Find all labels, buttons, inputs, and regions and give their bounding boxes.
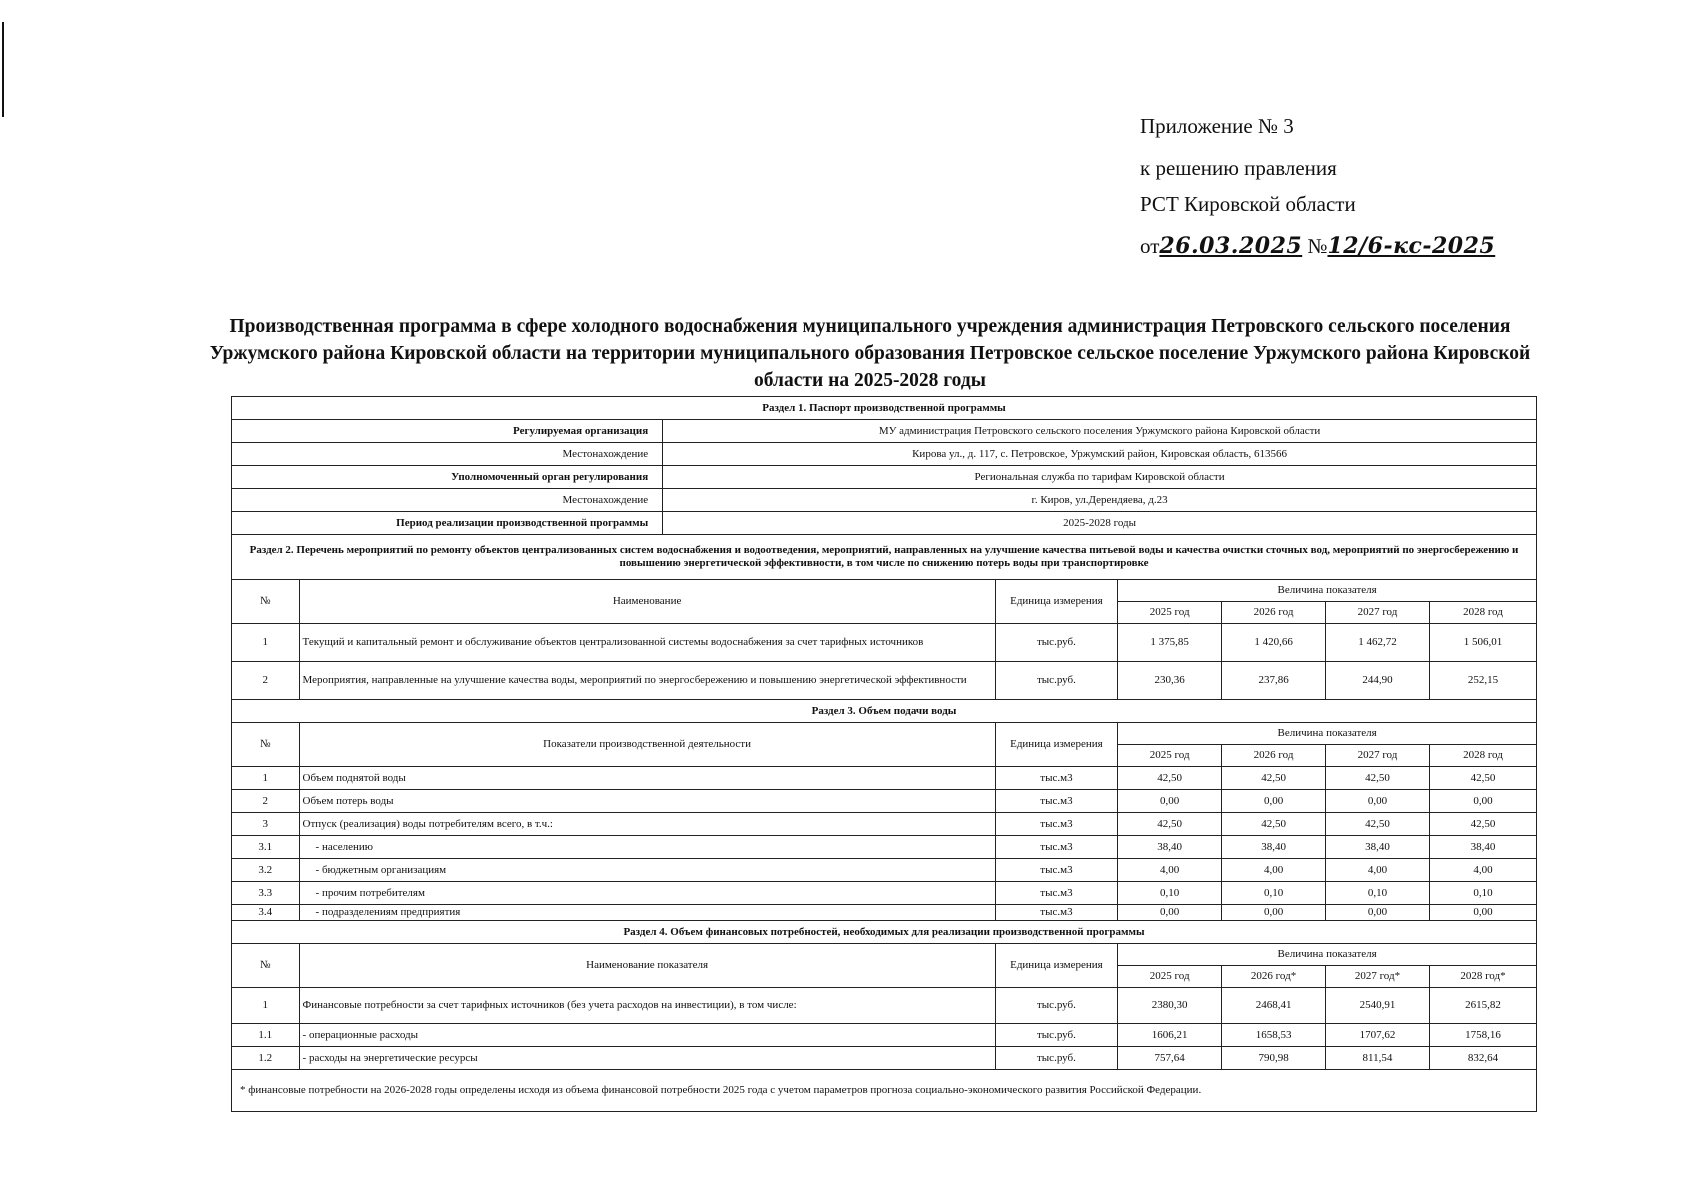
row-value: 38,40 [1429,836,1536,859]
appendix-block [1140,108,1495,264]
footnote: * финансовые потребности на 2026-2028 годы определены исходя из объема финансовой потребности 2025 года с учетом параметров прогноза социально-экономического развития Российской Федерации. [232,1070,1537,1112]
row-unit: тыс.м3 [995,905,1118,921]
passport-value: 2025-2028 годы [663,512,1537,535]
appendix-number: Приложение № 3 [1140,114,1294,138]
col-header-name: Наименование [299,580,995,624]
program-table [231,396,1537,1112]
row-name: - населению [299,836,995,859]
year-header: 2026 год [1222,745,1326,767]
section4-title: Раздел 4. Объем финансовых потребностей, необходимых для реализации производственной программы [232,921,1537,944]
row-value: 0,10 [1222,882,1326,905]
row-name: - расходы на энергетические ресурсы [299,1047,995,1070]
row-unit: тыс.руб. [995,624,1118,662]
row-name: Отпуск (реализация) воды потребителям всего, в т.ч.: [299,813,995,836]
row-value: 38,40 [1222,836,1326,859]
col-header-name: Показатели производственной деятельности [299,723,995,767]
row-value: 790,98 [1222,1047,1326,1070]
row-value: 1758,16 [1429,1024,1536,1047]
row-value: 1 462,72 [1326,624,1430,662]
row-name: - прочим потребителям [299,882,995,905]
table-row [232,1024,1537,1047]
passport-label: Период реализации производственной программы [232,512,663,535]
year-header: 2025 год [1118,602,1222,624]
row-value: 2468,41 [1222,988,1326,1024]
row-value: 42,50 [1326,767,1430,790]
row-no: 1 [232,624,300,662]
row-no: 3 [232,813,300,836]
table-row [232,624,1537,662]
table-row [232,813,1537,836]
table-row [232,767,1537,790]
row-value: 230,36 [1118,662,1222,700]
row-value: 4,00 [1429,859,1536,882]
row-unit: тыс.м3 [995,836,1118,859]
row-unit: тыс.м3 [995,813,1118,836]
year-header: 2027 год* [1326,966,1430,988]
section1-title: Раздел 1. Паспорт производственной программы [232,397,1537,420]
section2-title: Раздел 2. Перечень мероприятий по ремонту объектов централизованных систем водоснабжения и водоотведения, мероприятий, направленных на улучшение качества питьевой воды и качества очистки сточных вод, мероприятий по энергосбережению и повышению энергетической эффективности, в том числе по снижению потерь воды при транспортировке [232,535,1537,580]
row-value: 1658,53 [1222,1024,1326,1047]
year-header: 2025 год [1118,966,1222,988]
table-row [232,1047,1537,1070]
row-value: 0,00 [1118,905,1222,921]
row-no: 2 [232,790,300,813]
row-name: - бюджетным организациям [299,859,995,882]
row-value: 0,10 [1326,882,1430,905]
appendix-decision: к решению правления [1140,156,1337,180]
row-value: 757,64 [1118,1047,1222,1070]
date-prefix: от [1140,234,1160,258]
row-name: - подразделениям предприятия [299,905,995,921]
table-row [232,882,1537,905]
handwritten-number: 12/6-кс-2025 [1327,233,1496,259]
row-value: 0,00 [1326,790,1430,813]
scan-edge-mark [2,22,4,117]
col-header-unit: Единица измерения [995,723,1118,767]
table-row [232,790,1537,813]
row-name: Финансовые потребности за счет тарифных источников (без учета расходов на инвестиции), в том числе: [299,988,995,1024]
row-value: 38,40 [1118,836,1222,859]
col-header-unit: Единица измерения [995,944,1118,988]
handwritten-date: 26.03.2025 [1159,233,1303,259]
row-value: 1 420,66 [1222,624,1326,662]
year-header: 2025 год [1118,745,1222,767]
row-unit: тыс.руб. [995,662,1118,700]
table-row [232,988,1537,1024]
row-unit: тыс.руб. [995,988,1118,1024]
col-header-no: № [232,723,300,767]
row-value: 0,00 [1222,905,1326,921]
row-value: 832,64 [1429,1047,1536,1070]
passport-label: Регулируемая организация [232,420,663,443]
row-value: 42,50 [1326,813,1430,836]
table-row [232,905,1537,921]
row-name: Мероприятия, направленные на улучшение качества воды, мероприятий по энергосбережению и повышению энергетической эффективности [299,662,995,700]
row-name: Текущий и капитальный ремонт и обслуживание объектов централизованной системы водоснабжения за счет тарифных источников [299,624,995,662]
row-name: - операционные расходы [299,1024,995,1047]
row-no: 1 [232,988,300,1024]
row-unit: тыс.м3 [995,859,1118,882]
appendix-date-line [1140,228,1495,264]
row-name: Объем потерь воды [299,790,995,813]
row-value: 252,15 [1429,662,1536,700]
row-unit: тыс.руб. [995,1024,1118,1047]
passport-value: Кирова ул., д. 117, с. Петровское, Уржумский район, Кировская область, 613566 [663,443,1537,466]
year-header: 2027 год [1326,602,1430,624]
row-value: 42,50 [1429,813,1536,836]
row-unit: тыс.м3 [995,882,1118,905]
year-header: 2026 год [1222,602,1326,624]
number-sign: № [1307,234,1328,258]
col-header-unit: Единица измерения [995,580,1118,624]
row-value: 4,00 [1326,859,1430,882]
row-value: 1 506,01 [1429,624,1536,662]
document-title: Производственная программа в сфере холодного водоснабжения муниципального учреждения администрация Петровского сельского поселения Уржумского района Кировской области на территории муниципального образования Петровское сельское поселение Уржумского района Кировской области на 2025-2028 годы [209,316,1531,391]
row-no: 3.4 [232,905,300,921]
col-header-name: Наименование показателя [299,944,995,988]
row-value: 42,50 [1118,813,1222,836]
col-header-no: № [232,944,300,988]
row-value: 42,50 [1222,767,1326,790]
col-header-no: № [232,580,300,624]
row-value: 0,00 [1326,905,1430,921]
col-header-value: Величина показателя [1118,723,1537,745]
row-value: 42,50 [1222,813,1326,836]
row-value: 1606,21 [1118,1024,1222,1047]
col-header-value: Величина показателя [1118,580,1537,602]
row-unit: тыс.м3 [995,790,1118,813]
row-value: 2615,82 [1429,988,1536,1024]
row-value: 42,50 [1118,767,1222,790]
row-name: Объем поднятой воды [299,767,995,790]
row-value: 0,10 [1429,882,1536,905]
row-no: 1.2 [232,1047,300,1070]
section3-title: Раздел 3. Объем подачи воды [232,700,1537,723]
year-header: 2028 год* [1429,966,1536,988]
year-header: 2028 год [1429,745,1536,767]
col-header-value: Величина показателя [1118,944,1537,966]
row-no: 1.1 [232,1024,300,1047]
passport-value: МУ администрация Петровского сельского поселения Уржумского района Кировской области [663,420,1537,443]
passport-value: г. Киров, ул.Дерендяева, д.23 [663,489,1537,512]
row-value: 237,86 [1222,662,1326,700]
row-no: 3.1 [232,836,300,859]
row-value: 1 375,85 [1118,624,1222,662]
row-value: 0,00 [1118,790,1222,813]
row-value: 4,00 [1118,859,1222,882]
appendix-authority: РСТ Кировской области [1140,192,1356,216]
year-header: 2027 год [1326,745,1430,767]
row-no: 2 [232,662,300,700]
table-row [232,662,1537,700]
row-no: 1 [232,767,300,790]
row-no: 3.3 [232,882,300,905]
passport-label: Местонахождение [232,443,663,466]
row-value: 811,54 [1326,1047,1430,1070]
row-value: 38,40 [1326,836,1430,859]
year-header: 2026 год* [1222,966,1326,988]
row-value: 0,00 [1429,905,1536,921]
passport-label: Местонахождение [232,489,663,512]
row-value: 1707,62 [1326,1024,1430,1047]
row-value: 42,50 [1429,767,1536,790]
row-value: 4,00 [1222,859,1326,882]
row-value: 0,00 [1429,790,1536,813]
row-unit: тыс.м3 [995,767,1118,790]
table-row [232,859,1537,882]
row-unit: тыс.руб. [995,1047,1118,1070]
row-value: 2540,91 [1326,988,1430,1024]
passport-value: Региональная служба по тарифам Кировской области [663,466,1537,489]
passport-label: Уполномоченный орган регулирования [232,466,663,489]
row-value: 0,10 [1118,882,1222,905]
year-header: 2028 год [1429,602,1536,624]
row-value: 0,00 [1222,790,1326,813]
row-no: 3.2 [232,859,300,882]
table-row [232,836,1537,859]
row-value: 2380,30 [1118,988,1222,1024]
row-value: 244,90 [1326,662,1430,700]
